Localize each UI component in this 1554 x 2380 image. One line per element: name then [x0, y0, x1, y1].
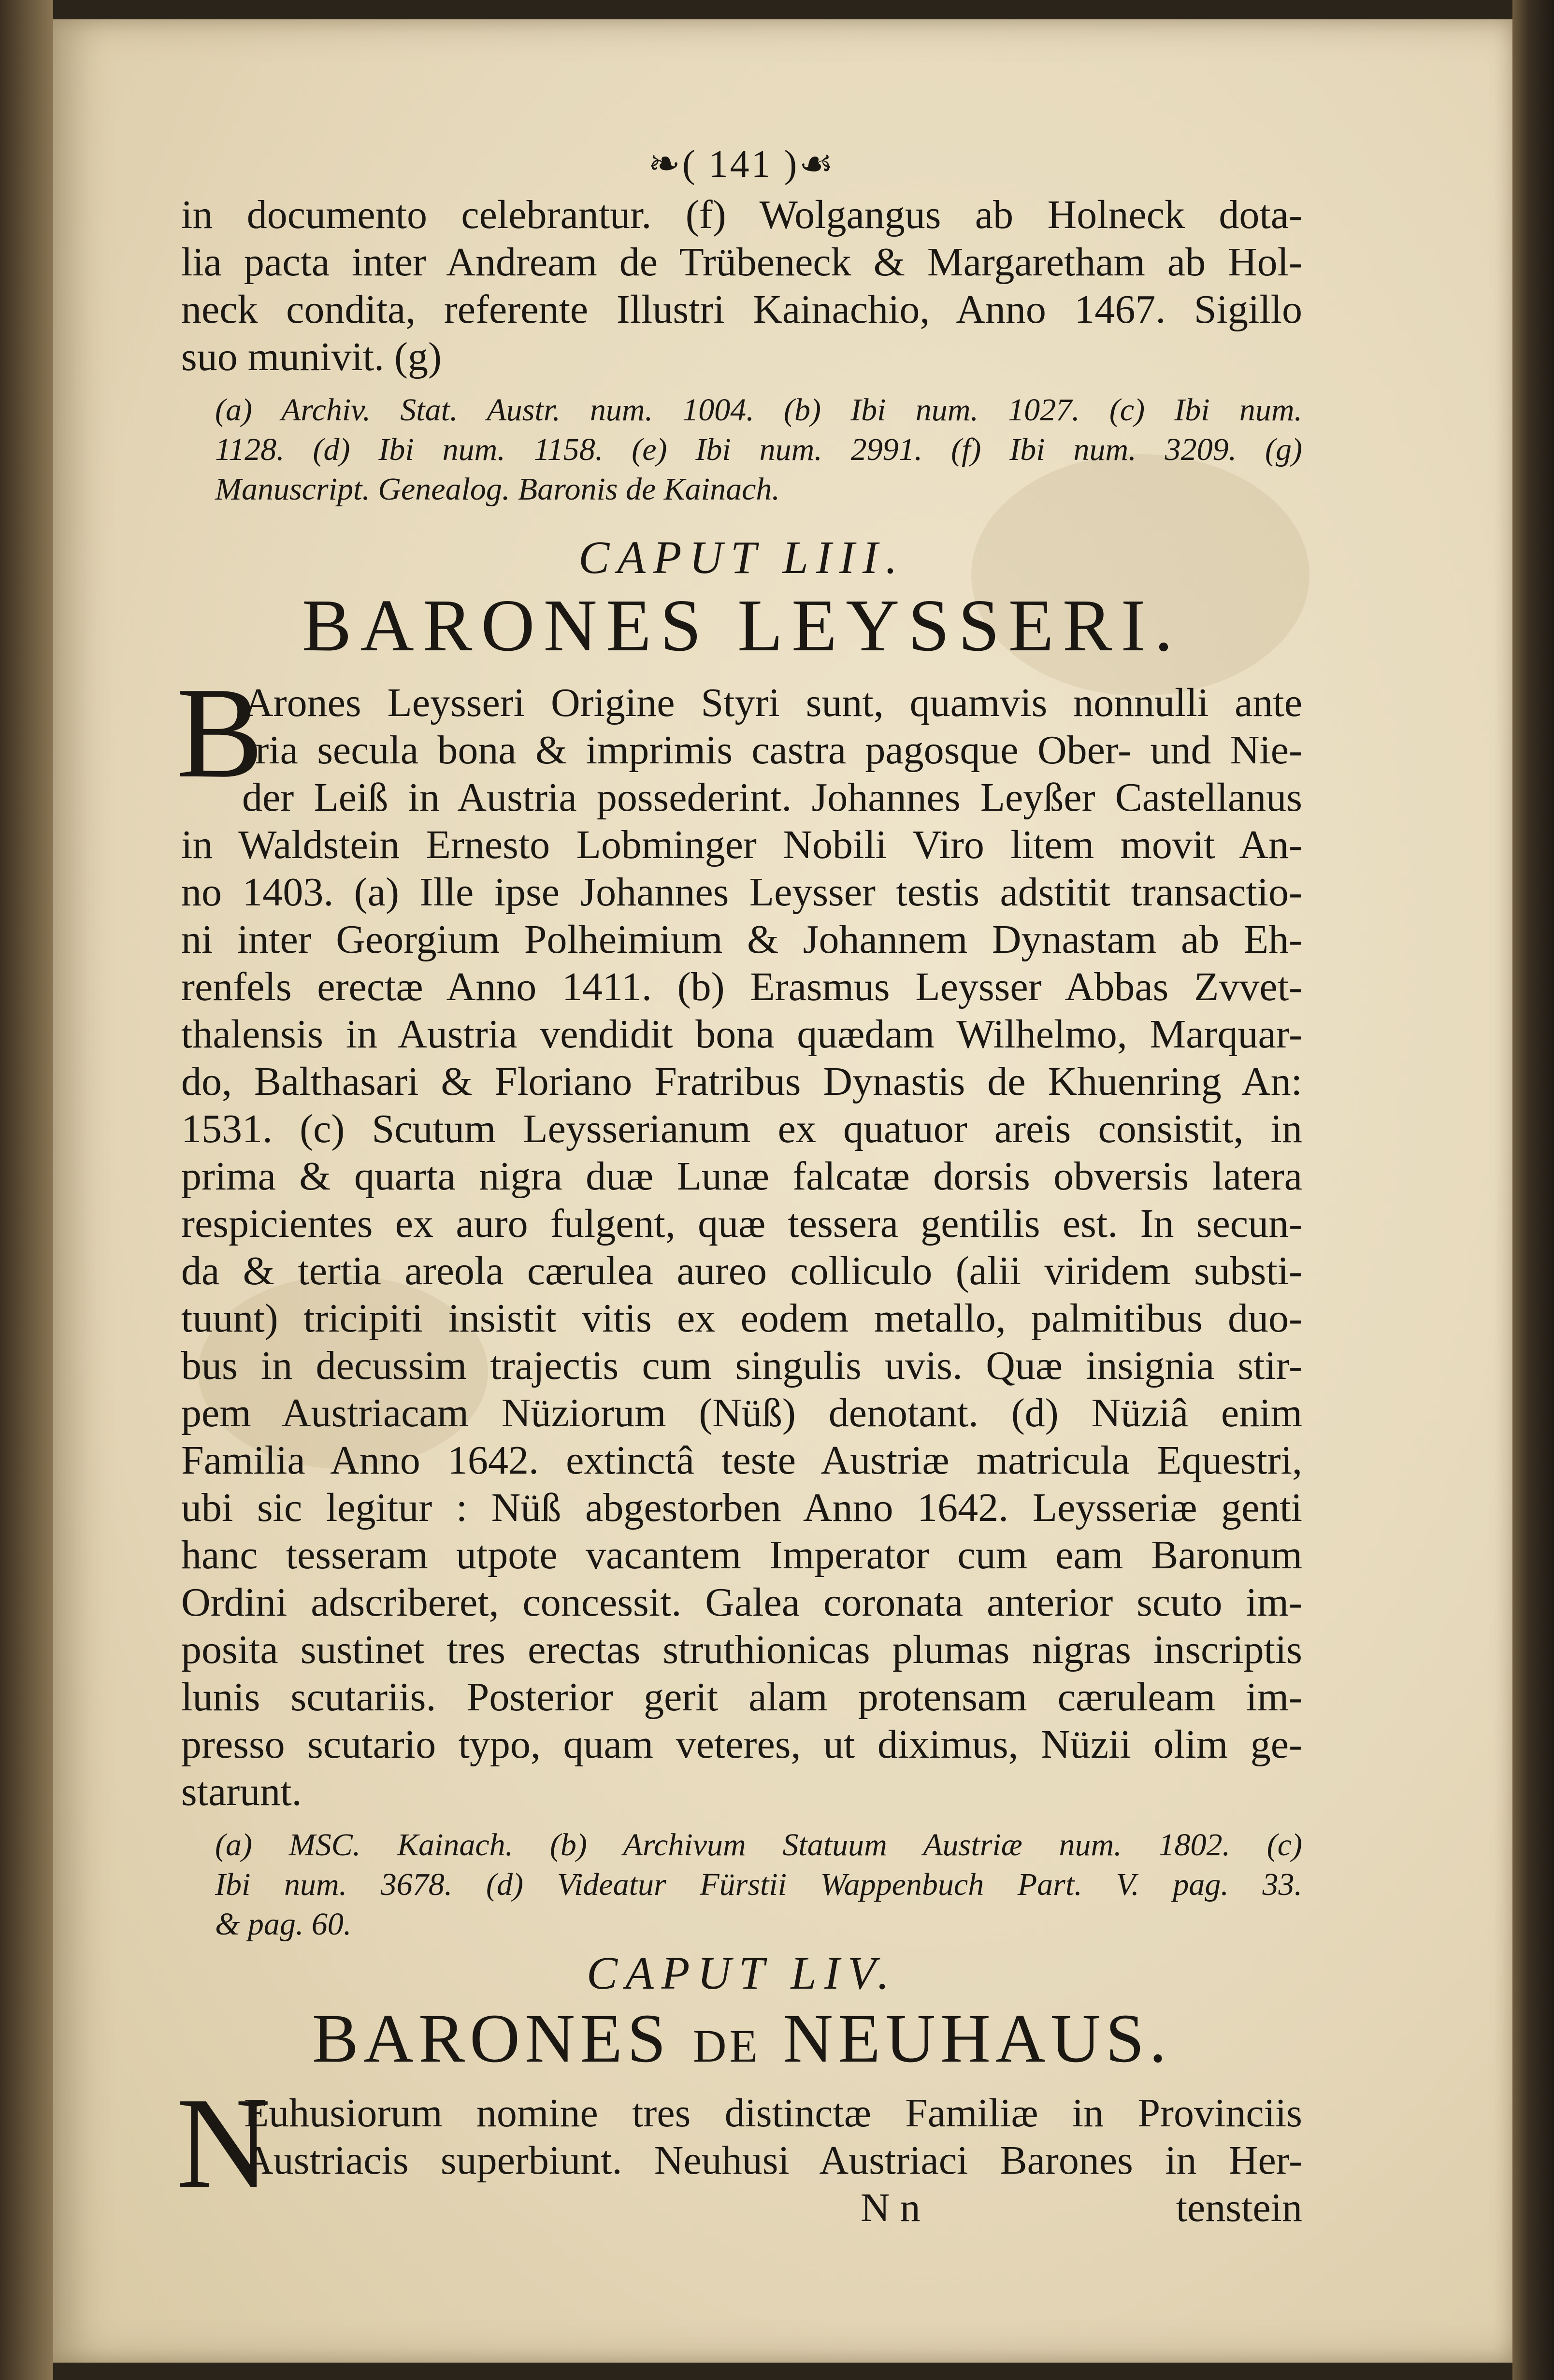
page-footer — [242, 2184, 1302, 2232]
book-edge — [1512, 0, 1554, 2380]
chapter-title-1: BARONES LEYSSERI. — [302, 585, 1182, 667]
page-text — [176, 140, 1302, 2232]
text-line: presso scutario typo, quam veteres, ut diximus, Nüzii olim ge- — [181, 1722, 1302, 1767]
text-line: bus in decussim trajectis cum singulis uvis. Quæ insignia stir- — [181, 1343, 1302, 1388]
text-line: renfels erectæ Anno 1411. (b) Erasmus Leysser Abbas Zvvet- — [181, 964, 1302, 1009]
footnotes-1 — [181, 390, 1302, 509]
text-line: Familia Anno 1642. extinctâ teste Austriæ matricula Equestri, — [181, 1438, 1302, 1483]
text-line: respicientes ex auro fulgent, quæ tessera gentilis est. In secun- — [181, 1201, 1302, 1246]
text-line: neck condita, referente Illustri Kainachio, Anno 1467. Sigillo — [181, 287, 1302, 332]
title-word: NEUHAUS. — [783, 2000, 1172, 2077]
text-line: Austriacis superbiunt. Neuhusi Austriaci Barones in Her- — [244, 2138, 1302, 2183]
chapter-number-2: CAPUT LIV. — [587, 1947, 897, 1999]
title-word: BARONES — [312, 2000, 671, 2077]
chapter-title-2 — [181, 2000, 1302, 2085]
text-line: suo munivit. (g) — [181, 334, 442, 379]
title-word: DE — [693, 2020, 761, 2072]
text-line: da & tertia areola cærulea aureo colliculo (alii viridem substi- — [181, 1248, 1302, 1293]
text-line: in Waldstein Ernesto Lobminger Nobili Viro litem movit An- — [181, 822, 1302, 867]
text-line: posita sustinet tres erectas struthionicas plumas nigras inscriptis — [181, 1627, 1302, 1672]
text-line: 1531. (c) Scutum Leysserianum ex quatuor areis consistit, in — [181, 1106, 1302, 1151]
footnote-line: & pag. 60. — [215, 1907, 352, 1942]
paragraph-neuhaus — [176, 2071, 1302, 2232]
text-line: Arones Leysseri Origine Styri sunt, quamvis nonnulli ante — [244, 680, 1302, 725]
text-line: tria secula bona & imprimis castra pagosque Ober- und Nie- — [244, 728, 1302, 773]
text-line: in documento celebrantur. (f) Wolgangus ab Holneck dota- — [181, 192, 1302, 237]
text-line: Ordini adscriberet, concessit. Galea coronata anterior scuto im- — [181, 1580, 1302, 1625]
text-line: tuunt) tricipiti insistit vitis ex eodem metallo, palmitibus duo- — [181, 1296, 1302, 1341]
drop-cap: N — [176, 2071, 271, 2215]
footnote-line: 1128. (d) Ibi num. 1158. (e) Ibi num. 2991. (f) Ibi num. 3209. (g) — [215, 432, 1302, 467]
text-line: ni inter Georgium Polheimium & Johannem Dynastam ab Eh- — [181, 917, 1302, 962]
page-header: ❧( 141 )☙ — [648, 143, 836, 186]
drop-cap: B — [176, 660, 264, 805]
book-gutter — [0, 0, 53, 2380]
text-line: hanc tesseram utpote vacantem Imperator cum eam Baronum — [181, 1533, 1302, 1577]
text-line: pem Austriacam Nüziorum (Nüß) denotant. (d) Nüziâ enim — [181, 1391, 1302, 1435]
paragraph-leysseri — [176, 660, 1302, 1816]
text-line: no 1403. (a) Ille ipse Johannes Leysser testis adstitit transactio- — [181, 870, 1302, 915]
chapter-number-1: CAPUT LIII. — [578, 531, 905, 583]
footnote-line: Ibi num. 3678. (d) Videatur Fürstii Wappenbuch Part. V. pag. 33. — [215, 1867, 1302, 1902]
text-line: Euhusiorum nomine tres distinctæ Familiæ in Provinciis — [244, 2091, 1302, 2136]
text-line: starunt. — [181, 1769, 302, 1814]
footnote-line: (a) MSC. Kainach. (b) Archivum Statuum Austriæ num. 1802. (c) — [215, 1827, 1302, 1863]
text-line: prima & quarta nigra duæ Lunæ falcatæ dorsis obversis latera — [181, 1154, 1302, 1199]
text-line: lunis scutariis. Posterior gerit alam protensam cæruleam im- — [181, 1675, 1302, 1720]
footnotes-2 — [181, 1825, 1302, 1944]
text-line: lia pacta inter Andream de Trübeneck & Margaretham ab Hol- — [181, 240, 1302, 285]
footnote-line: Manuscript. Genealog. Baronis de Kainach. — [215, 472, 780, 507]
text-line: der Leiß in Austria possederint. Johannes Leyßer Castellanus — [242, 775, 1302, 820]
text-line: thalensis in Austria vendidit bona quædam Wilhelmo, Marquar- — [181, 1012, 1302, 1057]
text-line: ubi sic legitur : Nüß abgestorben Anno 1642. Leysseriæ genti — [181, 1485, 1302, 1530]
text-line: do, Balthasari & Floriano Fratribus Dynastis de Khuenring An: — [181, 1059, 1302, 1104]
intro-paragraph — [181, 191, 1302, 381]
footnote-line: (a) Archiv. Stat. Austr. num. 1004. (b) Ibi num. 1027. (c) Ibi num. — [215, 392, 1302, 428]
signature-mark: N n — [861, 2185, 921, 2230]
catchword: tenstein — [1176, 2185, 1302, 2230]
